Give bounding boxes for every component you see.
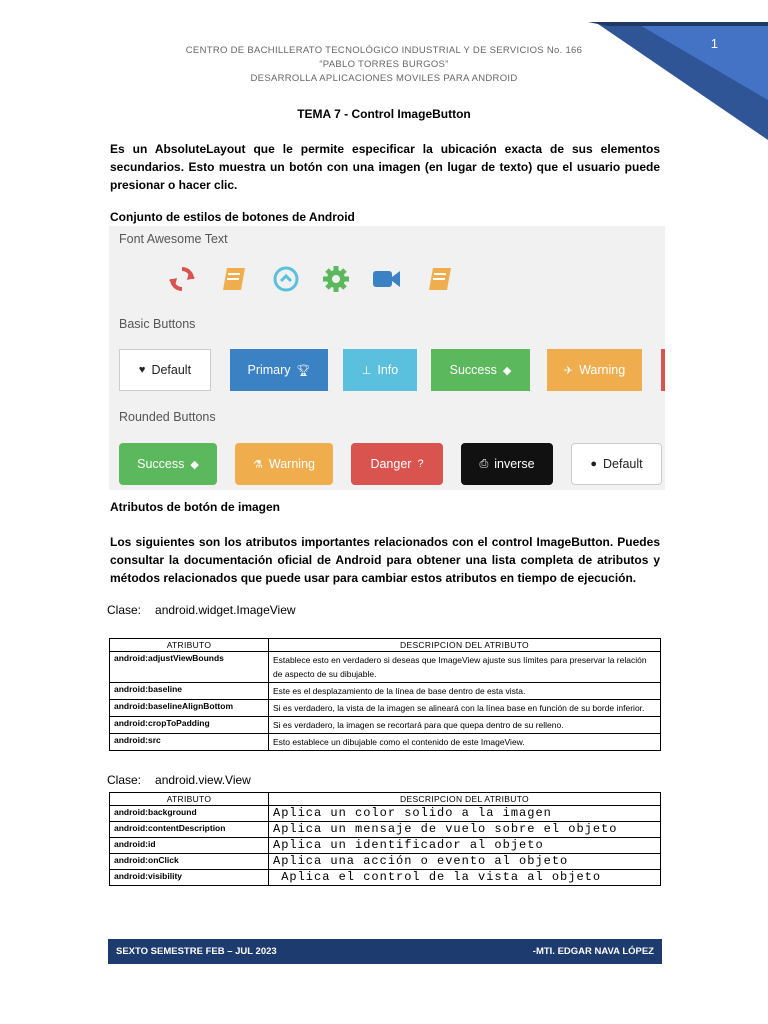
- description-cell: Aplica un color solido a la imagen: [269, 806, 661, 822]
- document-header: [0, 44, 768, 86]
- rounded-default-button[interactable]: ● Default: [571, 443, 662, 485]
- basic-success-button[interactable]: Success ◆: [431, 349, 530, 391]
- book-icon: [219, 264, 249, 294]
- column-header-attribute: ATRIBUTO: [110, 793, 269, 806]
- circle-chevron-up-icon: [271, 264, 301, 294]
- table-row: [110, 806, 661, 822]
- view-attributes-table: [109, 792, 661, 886]
- plane-icon: ✈: [563, 364, 574, 377]
- imageview-attributes-table: [109, 638, 661, 751]
- table-row: [110, 734, 661, 751]
- description-cell: Aplica un identificador al objeto: [269, 838, 661, 854]
- attribute-cell: android:adjustViewBounds: [110, 652, 269, 683]
- column-header-attribute: ATRIBUTO: [110, 639, 269, 652]
- table-row: [110, 870, 661, 886]
- intro-paragraph: Es un AbsoluteLayout que le permite especificar la ubicación exacta de sus elementos secundarios. Esto muestra un botón con una imagen (en lugar de texto) que el usuario puede presionar o hacer clic.: [110, 142, 660, 192]
- font-awesome-icons: [109, 264, 665, 298]
- description-cell: Si es verdadero, la imagen se recortará para que quepa dentro de su relleno.: [269, 717, 661, 734]
- attribute-cell: android:id: [110, 838, 269, 854]
- video-camera-icon: [371, 264, 401, 294]
- description-cell: Aplica una acción o evento al objeto: [269, 854, 661, 870]
- document-footer: [108, 939, 662, 964]
- android-icon: ◆: [190, 458, 199, 471]
- basic-buttons-title: Basic Buttons: [119, 317, 196, 331]
- trophy-icon: 🏆︎: [296, 364, 311, 377]
- rounded-warning-button[interactable]: ⚗ Warning: [235, 443, 333, 485]
- book-icon: [425, 264, 455, 294]
- header-line-1: CENTRO DE BACHILLERATO TECNOLÓGICO INDUSTRIAL Y DE SERVICIOS No. 166: [185, 45, 583, 56]
- table-row: [110, 822, 661, 838]
- flask-icon: ⚗: [253, 458, 263, 471]
- header-line-2: “PABLO TORRES BURGOS”: [319, 59, 449, 70]
- footer-author: -MTI. EDGAR NAVA LÓPEZ: [532, 946, 654, 957]
- header-line-3: DESARROLLA APLICACIONES MOVILES PARA ANDROID: [250, 73, 518, 84]
- rounded-inverse-button[interactable]: ⎙ inverse: [461, 443, 553, 485]
- basic-info-button[interactable]: ⊥ Info: [343, 349, 417, 391]
- attribute-cell: android:onClick: [110, 854, 269, 870]
- class-name: android.widget.ImageView: [155, 603, 296, 617]
- table-row: [110, 652, 661, 683]
- class-label: Clase:: [107, 773, 142, 787]
- column-header-description: DESCRIPCION DEL ATRIBUTO: [269, 639, 661, 652]
- table-row: [110, 838, 661, 854]
- rounded-danger-button[interactable]: Danger ?: [351, 443, 443, 485]
- description-cell: Aplica el control de la vista al objeto: [269, 870, 661, 886]
- attribute-cell: android:src: [110, 734, 269, 751]
- description-cell: Si es verdadero, la vista de la imagen se alineará con la línea base en función de su borde inferior.: [269, 700, 661, 717]
- basic-danger-button-partial[interactable]: [661, 349, 665, 391]
- table-row: [110, 700, 661, 717]
- attribute-cell: android:cropToPadding: [110, 717, 269, 734]
- class-view-line: [107, 773, 251, 787]
- rounded-success-button[interactable]: Success ◆: [119, 443, 217, 485]
- globe-icon: ●: [590, 458, 598, 470]
- button-styles-image: [109, 226, 665, 490]
- attribute-cell: android:background: [110, 806, 269, 822]
- table-row: [110, 854, 661, 870]
- heart-icon: ♥: [138, 364, 146, 376]
- table-row: [110, 683, 661, 700]
- basic-default-button[interactable]: ♥ Default: [119, 349, 211, 391]
- class-name: android.view.View: [155, 773, 251, 787]
- refresh-icon: [167, 264, 197, 294]
- table-row: [110, 717, 661, 734]
- table-header-row: [110, 793, 661, 806]
- android-icon: ◆: [502, 364, 512, 377]
- basic-warning-button[interactable]: ✈ Warning: [547, 349, 642, 391]
- gear-icon: [321, 264, 351, 294]
- question-circle-icon: ?: [417, 458, 424, 470]
- attribute-cell: android:contentDescription: [110, 822, 269, 838]
- description-cell: Este es el desplazamiento de la línea de base dentro de esta vista.: [269, 683, 661, 700]
- description-cell: Esto establece un dibujable como el contenido de este ImageView.: [269, 734, 661, 751]
- attributes-paragraph: Los siguientes son los atributos importantes relacionados con el control ImageButton. Puedes consultar la documentación oficial de Android para obtener una lista completa de atributos y métodos relacionados que puede usar para cambiar estos atributos en tiempo de ejecución.: [110, 535, 660, 585]
- footer-semester: SEXTO SEMESTRE FEB – JUL 2023: [116, 946, 277, 957]
- styles-heading: Conjunto de estilos de botones de Android: [110, 210, 355, 224]
- attributes-heading: Atributos de botón de imagen: [110, 500, 280, 514]
- attribute-cell: android:visibility: [110, 870, 269, 886]
- column-header-description: DESCRIPCION DEL ATRIBUTO: [269, 793, 661, 806]
- class-imageview-line: [107, 603, 296, 617]
- description-cell: Aplica un mensaje de vuelo sobre el objeto: [269, 822, 661, 838]
- basic-primary-button[interactable]: Primary 🏆︎: [230, 349, 328, 391]
- page-title: TEMA 7 - Control ImageButton: [297, 107, 471, 121]
- page-number: 1: [710, 36, 718, 51]
- description-cell: Establece esto en verdadero si deseas que ImageView ajuste sus límites para preservar la relación de aspecto de su dibujable.: [269, 652, 661, 683]
- table-header-row: [110, 639, 661, 652]
- class-label: Clase:: [107, 603, 142, 617]
- print-icon: ⎙: [479, 457, 489, 470]
- attribute-cell: android:baselineAlignBottom: [110, 700, 269, 717]
- pin-icon: ⊥: [361, 364, 372, 377]
- rounded-buttons-title: Rounded Buttons: [119, 410, 216, 424]
- font-awesome-title: Font Awesome Text: [119, 232, 228, 246]
- attribute-cell: android:baseline: [110, 683, 269, 700]
